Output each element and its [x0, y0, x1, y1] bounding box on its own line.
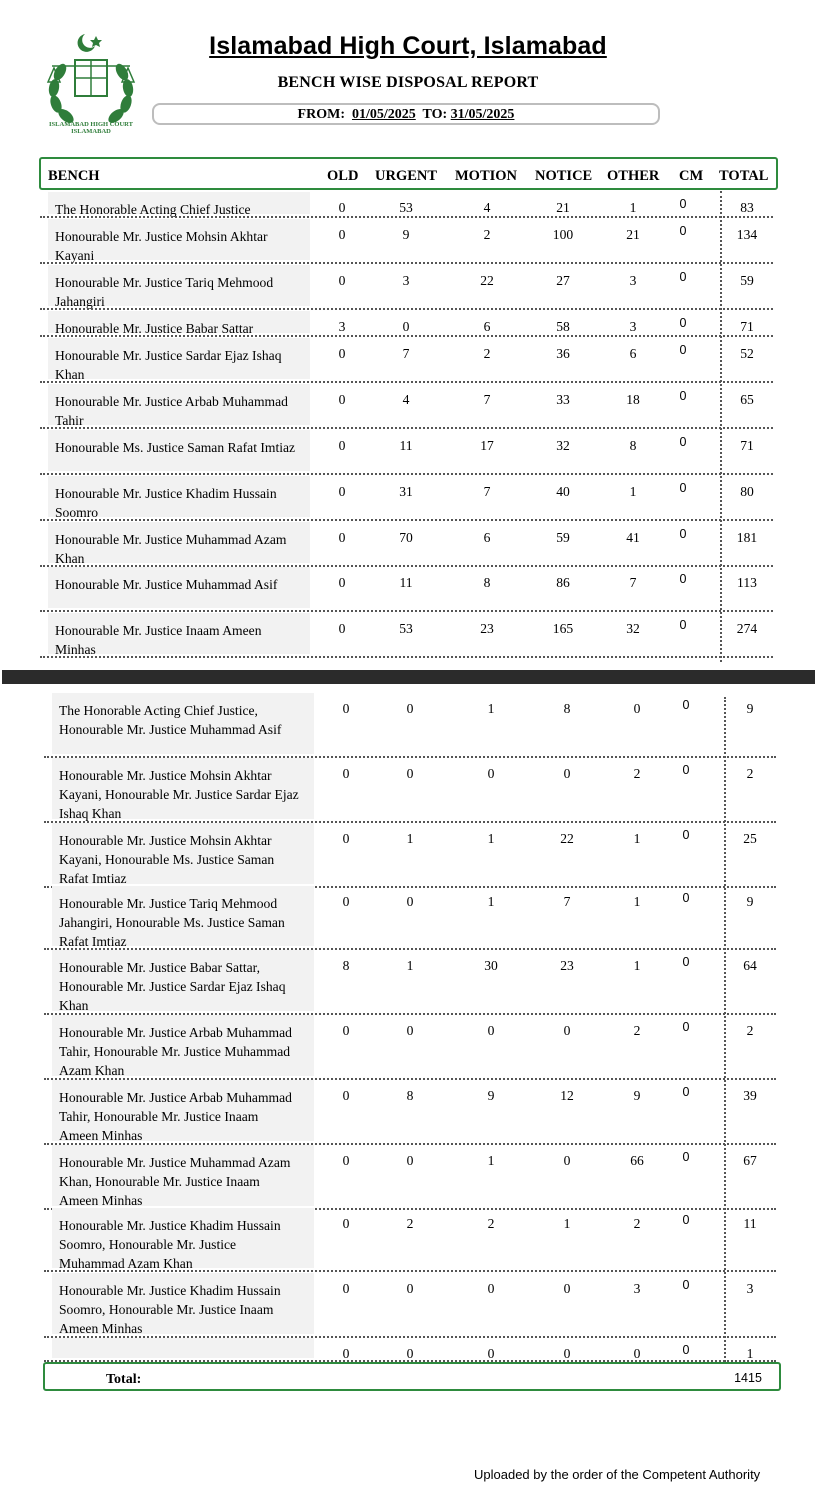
- cell-motion: 30: [484, 958, 498, 973]
- cell-motion: 7: [483, 392, 491, 407]
- cell-motion: 6: [483, 319, 491, 334]
- total-label: Total:: [106, 1372, 142, 1387]
- row-separator: [40, 216, 773, 218]
- cell-other: 6: [629, 346, 637, 361]
- total-column-separator: [724, 697, 726, 1362]
- cell-urgent: 70: [399, 530, 413, 545]
- bench-name: Honourable Mr. Justice Arbab Muhammad Tahir: [55, 394, 288, 428]
- cell-motion: 0: [487, 1346, 495, 1361]
- row-separator: [40, 381, 773, 383]
- cell-notice: 86: [556, 575, 570, 590]
- cell-other: 32: [626, 621, 640, 636]
- cell-old: 0: [342, 894, 350, 909]
- bench-name: Honourable Mr. Justice Tariq Mehmood Jahangiri, Honourable Ms. Justice Saman Rafat Imtiaz: [59, 896, 285, 949]
- cell-other: 1: [629, 200, 637, 215]
- col-urgent: URGENT: [375, 168, 438, 184]
- col-bench: BENCH: [48, 168, 100, 184]
- cell-motion: 9: [487, 1088, 495, 1103]
- cell-total: 2: [746, 1023, 754, 1038]
- row-separator: [40, 519, 773, 521]
- cell-motion: 7: [483, 484, 491, 499]
- cell-notice: 32: [556, 438, 570, 453]
- cell-other: 3: [633, 1281, 641, 1296]
- cell-total: 71: [740, 438, 754, 453]
- cell-cm: 0: [679, 343, 687, 357]
- row-separator: [40, 473, 773, 475]
- cell-motion: 22: [480, 273, 494, 288]
- col-total: TOTAL: [719, 168, 769, 184]
- cell-urgent: 0: [406, 1281, 414, 1296]
- cell-notice: 0: [563, 1023, 571, 1038]
- bench-name: Honourable Mr. Justice Khadim Hussain Soomro, Honourable Mr. Justice Inaam Ameen Minhas: [59, 1283, 281, 1336]
- cell-other: 41: [626, 530, 640, 545]
- cell-old: 0: [338, 438, 346, 453]
- bench-name: Honourable Mr. Justice Muhammad Azam Khan: [55, 532, 287, 566]
- cell-cm: 0: [682, 1150, 690, 1164]
- cell-other: 2: [633, 1216, 641, 1231]
- cell-notice: 12: [560, 1088, 574, 1103]
- cell-old: 0: [338, 621, 346, 636]
- cell-motion: 1: [487, 701, 495, 716]
- col-cm: CM: [679, 168, 704, 184]
- bench-name: Honourable Mr. Justice Arbab Muhammad Tahir, Honourable Mr. Justice Inaam Ameen Minhas: [59, 1090, 292, 1143]
- cell-notice: 0: [563, 1346, 571, 1361]
- cell-notice: 36: [556, 346, 570, 361]
- cell-cm: 0: [679, 527, 687, 541]
- cell-notice: 33: [556, 392, 570, 407]
- bench-name: The Honorable Acting Chief Justice, Honourable Mr. Justice Muhammad Asif: [59, 703, 282, 737]
- cell-total: 25: [743, 831, 757, 846]
- cell-other: 18: [626, 392, 640, 407]
- cell-urgent: 2: [406, 1216, 414, 1231]
- cell-motion: 6: [483, 530, 491, 545]
- cell-other: 2: [633, 766, 641, 781]
- cell-total: 52: [740, 346, 754, 361]
- report-title: BENCH WISE DISPOSAL REPORT: [277, 74, 539, 91]
- cell-other: 2: [633, 1023, 641, 1038]
- cell-old: 0: [338, 530, 346, 545]
- bench-name: Honourable Ms. Justice Saman Rafat Imtiaz: [55, 440, 296, 455]
- cell-total: 64: [743, 958, 757, 973]
- cell-old: 0: [342, 1088, 350, 1103]
- cell-old: 0: [342, 831, 350, 846]
- cell-old: 0: [338, 575, 346, 590]
- cell-cm: 0: [682, 891, 690, 905]
- cell-notice: 27: [556, 273, 570, 288]
- cell-total: 59: [740, 273, 754, 288]
- cell-old: 0: [338, 273, 346, 288]
- cell-motion: 0: [487, 1023, 495, 1038]
- cell-notice: 8: [563, 701, 571, 716]
- cell-motion: 2: [487, 1216, 495, 1231]
- cell-cm: 0: [682, 828, 690, 842]
- row-separator: [40, 335, 773, 337]
- cell-other: 1: [633, 958, 641, 973]
- cell-cm: 0: [682, 763, 690, 777]
- cell-motion: 1: [487, 894, 495, 909]
- row-separator: [40, 656, 773, 658]
- bench-name: Honourable Mr. Justice Sardar Ejaz Ishaq Khan: [55, 348, 282, 382]
- cell-total: 181: [736, 530, 758, 545]
- bench-name: Honourable Mr. Justice Babar Sattar: [55, 321, 254, 336]
- cell-old: 0: [342, 766, 350, 781]
- cell-total: 65: [740, 392, 754, 407]
- cell-total: 134: [736, 227, 758, 242]
- cell-urgent: 7: [402, 346, 410, 361]
- cell-total: 3: [746, 1281, 754, 1296]
- cell-total: 113: [737, 575, 757, 590]
- cell-urgent: 8: [406, 1088, 414, 1103]
- bench-name: Honourable Mr. Justice Inaam Ameen Minhas: [55, 623, 262, 657]
- cell-total: 80: [740, 484, 754, 499]
- cell-cm: 0: [682, 698, 690, 712]
- cell-urgent: 0: [406, 1153, 414, 1168]
- col-other: OTHER: [607, 168, 660, 184]
- cell-notice: 21: [556, 200, 570, 215]
- cell-notice: 7: [563, 894, 571, 909]
- cell-old: 0: [342, 1023, 350, 1038]
- cell-total: 11: [743, 1216, 757, 1231]
- cell-old: 0: [338, 392, 346, 407]
- col-notice: NOTICE: [535, 168, 593, 184]
- cell-cm: 0: [679, 224, 687, 238]
- cell-motion: 8: [483, 575, 491, 590]
- cell-motion: 23: [480, 621, 494, 636]
- cell-urgent: 0: [406, 701, 414, 716]
- cell-cm: 0: [679, 316, 687, 330]
- cell-cm: 0: [682, 1278, 690, 1292]
- cell-other: 3: [629, 319, 637, 334]
- row-separator: [40, 308, 773, 310]
- cell-old: 0: [338, 200, 346, 215]
- cell-notice: 59: [556, 530, 570, 545]
- cell-total: 71: [740, 319, 754, 334]
- to-date: 31/05/2025: [450, 107, 515, 122]
- cell-other: 8: [629, 438, 637, 453]
- row-separator: [40, 610, 773, 612]
- cell-other: 9: [633, 1088, 641, 1103]
- cell-motion: 2: [483, 227, 491, 242]
- cell-other: 66: [630, 1153, 644, 1168]
- cell-urgent: 4: [402, 392, 410, 407]
- cell-urgent: 9: [402, 227, 410, 242]
- cell-total: 39: [743, 1088, 757, 1103]
- total-row: [43, 1362, 781, 1391]
- bench-name: Honourable Mr. Justice Khadim Hussain Soomro: [55, 486, 277, 520]
- bench-name: The Honorable Acting Chief Justice: [55, 202, 251, 217]
- bench-name: Honourable Mr. Justice Mohsin Akhtar Kayani, Honourable Ms. Justice Saman Rafat Imtiaz: [59, 833, 275, 886]
- col-motion: MOTION: [455, 168, 518, 184]
- cell-cm: 0: [679, 197, 687, 211]
- cell-cm: 0: [679, 270, 687, 284]
- cell-other: 21: [626, 227, 640, 242]
- cell-cm: 0: [679, 435, 687, 449]
- cell-cm: 0: [679, 572, 687, 586]
- cell-cm: 0: [682, 1020, 690, 1034]
- cell-motion: 0: [487, 1281, 495, 1296]
- cell-old: 0: [338, 227, 346, 242]
- from-label: FROM:: [297, 107, 345, 122]
- cell-motion: 1: [487, 1153, 495, 1168]
- bench-name: Honourable Mr. Justice Muhammad Asif: [55, 577, 278, 592]
- cell-notice: 22: [560, 831, 574, 846]
- bench-name: Honourable Mr. Justice Arbab Muhammad Tahir, Honourable Mr. Justice Muhammad Azam Khan: [59, 1025, 292, 1078]
- cell-urgent: 0: [406, 766, 414, 781]
- cell-notice: 0: [563, 1153, 571, 1168]
- court-emblem: [38, 30, 144, 138]
- emblem-caption: ISLAMABAD HIGH COURT ISLAMABAD: [49, 121, 133, 135]
- cell-urgent: 0: [402, 319, 410, 334]
- date-range: [152, 103, 660, 125]
- total-column-separator: [720, 191, 722, 662]
- cell-notice: 165: [552, 621, 574, 636]
- cell-urgent: 11: [399, 438, 413, 453]
- col-old: OLD: [327, 168, 359, 184]
- cell-cm: 0: [682, 1343, 690, 1357]
- cell-total: 67: [743, 1153, 757, 1168]
- cell-cm: 0: [679, 389, 687, 403]
- cell-old: 0: [338, 346, 346, 361]
- cell-motion: 17: [480, 438, 494, 453]
- cell-total: 83: [740, 200, 754, 215]
- cell-notice: 0: [563, 1281, 571, 1296]
- court-title: Islamabad High Court, Islamabad: [209, 32, 607, 60]
- bench-name: Honourable Mr. Justice Khadim Hussain Soomro, Honourable Mr. Justice Muhammad Azam Khan: [59, 1218, 281, 1271]
- cell-urgent: 31: [399, 484, 413, 499]
- cell-cm: 0: [679, 481, 687, 495]
- cell-urgent: 0: [406, 1023, 414, 1038]
- cell-urgent: 53: [399, 200, 413, 215]
- cell-notice: 0: [563, 766, 571, 781]
- cell-other: 0: [633, 1346, 641, 1361]
- cell-cm: 0: [682, 1085, 690, 1099]
- cell-notice: 40: [556, 484, 570, 499]
- row-separator: [40, 262, 773, 264]
- grand-total: 1415: [734, 1371, 762, 1385]
- row-separator: [40, 427, 773, 429]
- bench-name: Honourable Mr. Justice Muhammad Azam Khan, Honourable Mr. Justice Inaam Ameen Minhas: [59, 1155, 291, 1208]
- cell-notice: 23: [560, 958, 574, 973]
- cell-total: 9: [746, 701, 754, 716]
- cell-total: 9: [746, 894, 754, 909]
- cell-motion: 4: [483, 200, 491, 215]
- bench-name: Honourable Mr. Justice Mohsin Akhtar Kayani, Honourable Mr. Justice Sardar Ejaz Ishaq Khan: [59, 768, 299, 821]
- cell-total: 1: [746, 1346, 754, 1361]
- cell-notice: 1: [563, 1216, 571, 1231]
- cell-old: 0: [342, 1346, 350, 1361]
- cell-other: 7: [629, 575, 637, 590]
- to-label: TO:: [422, 107, 448, 122]
- cell-urgent: 53: [399, 621, 413, 636]
- cell-other: 1: [633, 831, 641, 846]
- cell-urgent: 0: [406, 1346, 414, 1361]
- cell-urgent: 0: [406, 894, 414, 909]
- cell-cm: 0: [682, 1213, 690, 1227]
- cell-motion: 1: [487, 831, 495, 846]
- cell-other: 3: [629, 273, 637, 288]
- from-date: 01/05/2025: [351, 107, 416, 122]
- cell-old: 0: [342, 1216, 350, 1231]
- cell-total: 2: [746, 766, 754, 781]
- cell-urgent: 3: [402, 273, 410, 288]
- cell-old: 0: [338, 484, 346, 499]
- footer-note: Uploaded by the order of the Competent Authority: [474, 1467, 761, 1482]
- cell-old: 0: [342, 1153, 350, 1168]
- cell-other: 1: [629, 484, 637, 499]
- cell-old: 0: [342, 1281, 350, 1296]
- bench-name: Honourable Mr. Justice Tariq Mehmood Jahangiri: [55, 275, 274, 309]
- cell-other: 0: [633, 701, 641, 716]
- cell-cm: 0: [679, 618, 687, 632]
- cell-urgent: 11: [399, 575, 413, 590]
- cell-old: 8: [342, 958, 350, 973]
- cell-old: 0: [342, 701, 350, 716]
- cell-motion: 0: [487, 766, 495, 781]
- cell-notice: 100: [552, 227, 574, 242]
- cell-notice: 58: [556, 319, 570, 334]
- cell-motion: 2: [483, 346, 491, 361]
- cell-cm: 0: [682, 955, 690, 969]
- row-separator: [44, 1270, 776, 1272]
- cell-urgent: 1: [406, 831, 414, 846]
- section-divider: [2, 670, 815, 684]
- bench-name: Honourable Mr. Justice Mohsin Akhtar Kayani: [55, 229, 268, 263]
- bench-name: Honourable Mr. Justice Babar Sattar, Honourable Mr. Justice Sardar Ejaz Ishaq Khan: [59, 960, 286, 1013]
- cell-other: 1: [633, 894, 641, 909]
- cell-old: 3: [338, 319, 346, 334]
- cell-total: 274: [736, 621, 758, 636]
- bench-cell-bg: [52, 1338, 314, 1358]
- cell-urgent: 1: [406, 958, 414, 973]
